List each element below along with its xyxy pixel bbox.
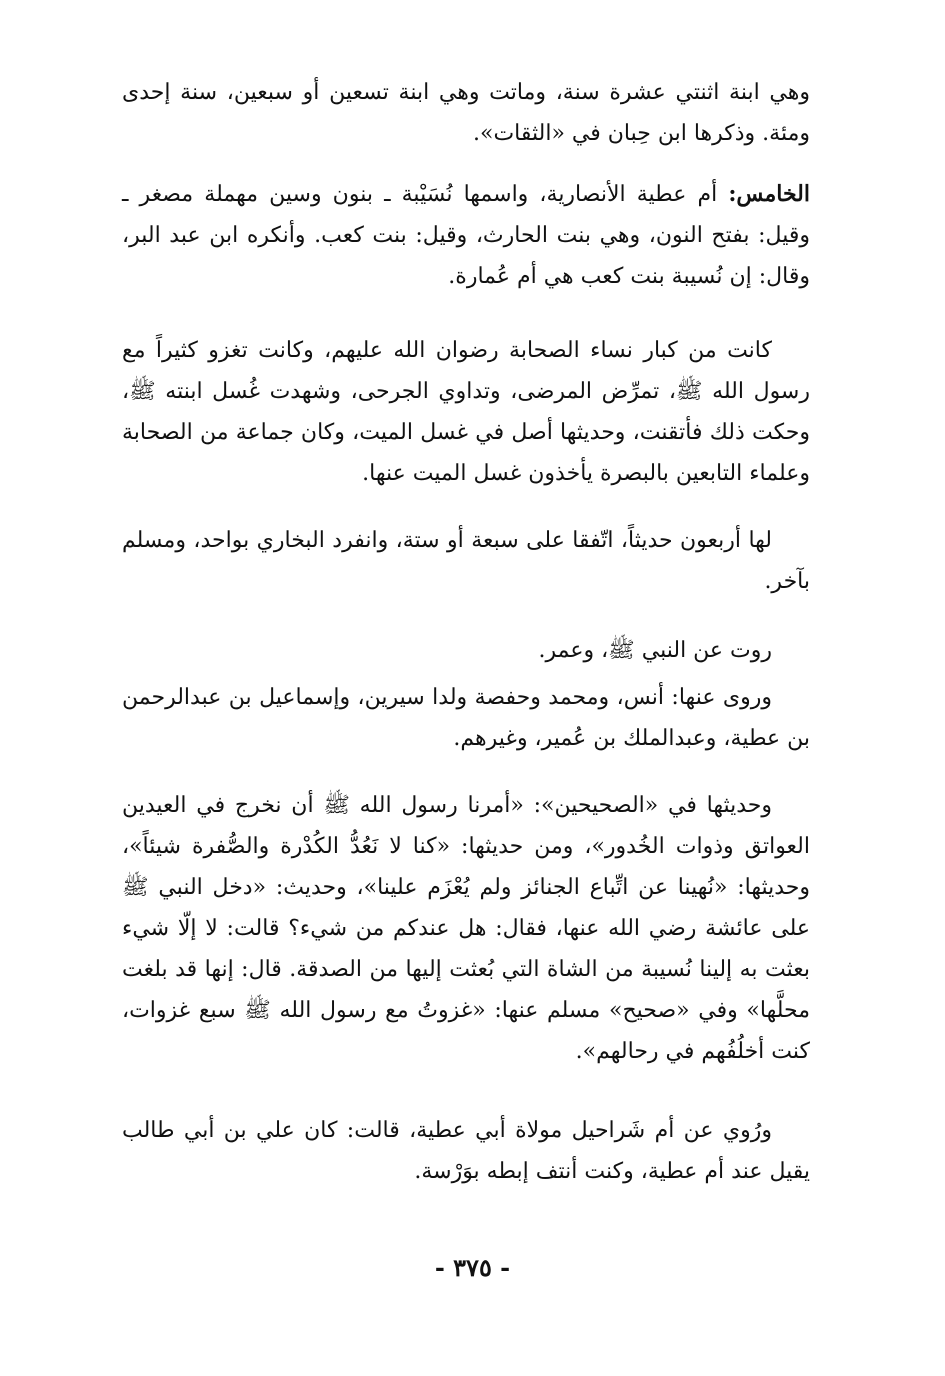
paragraph-7 bbox=[122, 785, 810, 1072]
paragraph-4-text: لها أربعون حديثاً، اتّفقا على سبعة أو ستة، وانفرد البخاري بواحد، ومسلم بآخر. bbox=[122, 528, 810, 594]
paragraph-6-text: وروى عنها: أنس، ومحمد وحفصة ولدا سيرين، وإسماعيل بن عبدالرحمن بن عطية، وعبدالملك بن عُمير، وغيرهم. bbox=[122, 685, 810, 751]
paragraph-7-text: وحديثها في «الصحيحين»: «أمرنا رسول الله ﷺ أن نخرج في العيدين العواتق وذوات الخُدور»، ومن حديثها: «كنا لا نَعُدُّ الكُدْرة والصُّفرة شيئاً»، وحديثها: «نُهينا عن اتِّباع الجنائز ولم يُعْزَم علينا»، وحديث: «دخل النبي ﷺ على عائشة رضي الله عنها، فقال: هل عندكم من شيء؟ قالت: لا إلّا شيء بعثت به إلينا نُسيبة من الشاة التي بُعثت إليها من الصدقة. قال: إنها قد بلغت محلَّها» وفي «صحيح» مسلم عنها: «غزوتُ مع رسول الله ﷺ سبع غزوات، كنت أخلُفُهم في رحالهم». bbox=[122, 793, 810, 1064]
paragraph-2-text bbox=[122, 174, 810, 297]
paragraph-5 bbox=[122, 630, 810, 671]
paragraph-2 bbox=[122, 174, 810, 297]
paragraph-5-text: روت عن النبي ﷺ، وعمر. bbox=[538, 638, 772, 663]
paragraph-1-text: وهي ابنة اثنتي عشرة سنة، وماتت وهي ابنة تسعين أو سبعين، سنة إحدى ومئة. وذكرها ابن حِبان في «الثقات». bbox=[122, 80, 810, 146]
paragraph-1 bbox=[122, 72, 810, 154]
paragraph-3 bbox=[122, 330, 810, 494]
entry-heading-khamis: الخامس: bbox=[728, 181, 810, 207]
paragraph-6 bbox=[122, 677, 810, 759]
paragraph-4 bbox=[122, 520, 810, 602]
paragraph-8-text: ورُوي عن أم شَراحيل مولاة أبي عطية، قالت: كان علي بن أبي طالب يقيل عند أم عطية، وكنت أنتف إبطه بوَرْسة. bbox=[122, 1118, 810, 1184]
entry-body: أم عطية الأنصارية، واسمها نُسَيْبة ـ بنون وسين مهملة مصغر ـ وقيل: بفتح النون، وهي بنت الحارث، وقيل: بنت كعب. وأنكره ابن عبد البر، وقال: إن نُسيبة بنت كعب هي أم عُمارة. bbox=[122, 182, 810, 289]
paragraph-8 bbox=[122, 1110, 810, 1192]
paragraph-3-text: كانت من كبار نساء الصحابة رضوان الله عليهم، وكانت تغزو كثيراً مع رسول الله ﷺ، تمرِّض المرضى، وتداوي الجرحى، وشهدت غُسل ابنته ﷺ، وحكت ذلك فأتقنت، وحديثها أصل في غسل الميت، وكان جماعة من الصحابة وعلماء التابعين بالبصرة يأخذون غسل الميت عنها. bbox=[122, 338, 810, 486]
page-number: - ٣٧٥ - bbox=[434, 1253, 511, 1282]
